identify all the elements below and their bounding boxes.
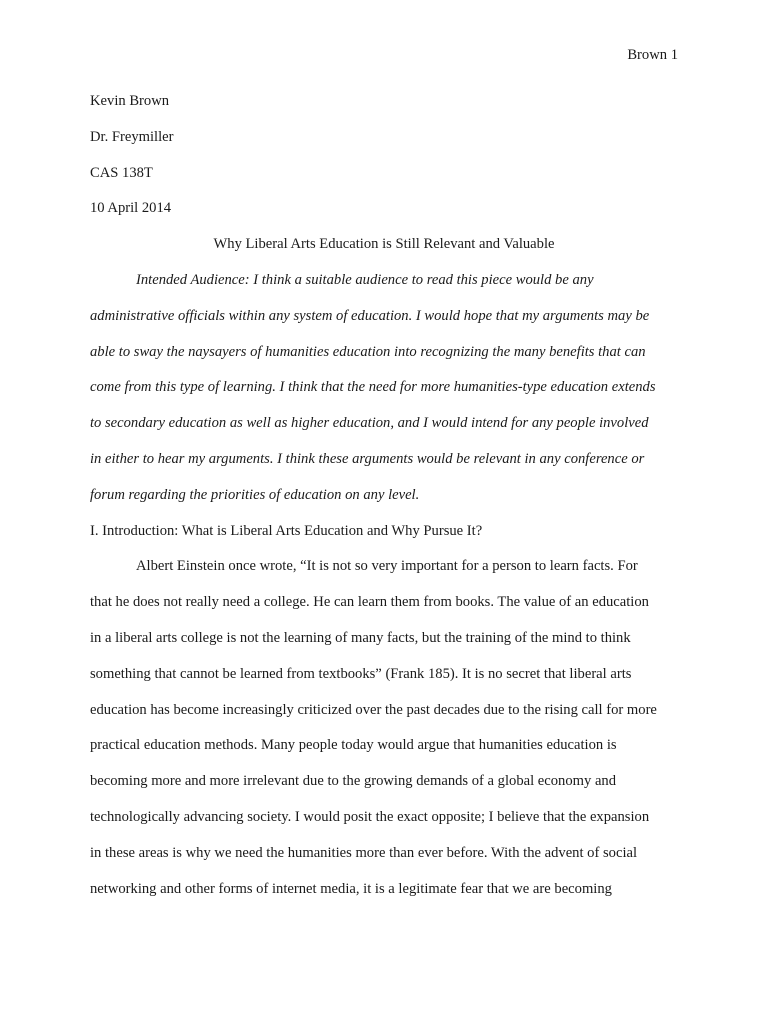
body-line: Albert Einstein once wrote, “It is not so very important for a person to learn facts. For	[136, 558, 638, 575]
audience-line: administrative officials within any system of education. I would hope that my arguments may be	[90, 307, 650, 324]
audience-line: in either to hear my arguments. I think these arguments would be relevant in any conference or	[90, 450, 645, 467]
audience-line: forum regarding the priorities of education on any level.	[90, 486, 420, 503]
body-line: in a liberal arts college is not the learning of many facts, but the training of the mind to think	[90, 629, 631, 646]
body-line: in these areas is why we need the humanities more than ever before. With the advent of social	[90, 844, 638, 861]
running-head: Brown 1	[627, 47, 678, 63]
audience-line: Intended Audience: I think a suitable audience to read this piece would be any	[136, 271, 594, 288]
body-line: education has become increasingly criticized over the past decades due to the rising call for more	[90, 701, 657, 718]
author-name: Kevin Brown	[90, 93, 170, 109]
instructor-name: Dr. Freymiller	[90, 128, 174, 145]
introduction-paragraph	[90, 557, 678, 915]
audience-line: to secondary education as well as higher education, and I would intend for any people involved	[90, 415, 649, 432]
course-code: CAS 138T	[90, 164, 153, 181]
paper-date: 10 April 2014	[90, 200, 172, 217]
audience-line: come from this type of learning. I think that the need for more humanities-type education extends	[90, 379, 656, 396]
document-body	[90, 92, 678, 915]
body-line: something that cannot be learned from textbooks” (Frank 185). It is no secret that liberal arts	[90, 665, 632, 682]
intended-audience-paragraph	[90, 271, 678, 522]
body-line: becoming more and more irrelevant due to the growing demands of a global economy and	[90, 773, 617, 790]
body-line: networking and other forms of internet media, it is a legitimate fear that we are becoming	[90, 880, 612, 897]
paper-title: Why Liberal Arts Education is Still Relevant and Valuable	[213, 236, 555, 253]
body-line: practical education methods. Many people today would argue that humanities education is	[90, 737, 617, 754]
section-heading: I. Introduction: What is Liberal Arts Education and Why Pursue It?	[90, 522, 483, 539]
audience-line: able to sway the naysayers of humanities education into recognizing the many benefits that can	[90, 343, 646, 360]
body-line: that he does not really need a college. He can learn them from books. The value of an education	[90, 594, 649, 611]
body-line: technologically advancing society. I would posit the exact opposite; I believe that the expansion	[90, 808, 650, 825]
